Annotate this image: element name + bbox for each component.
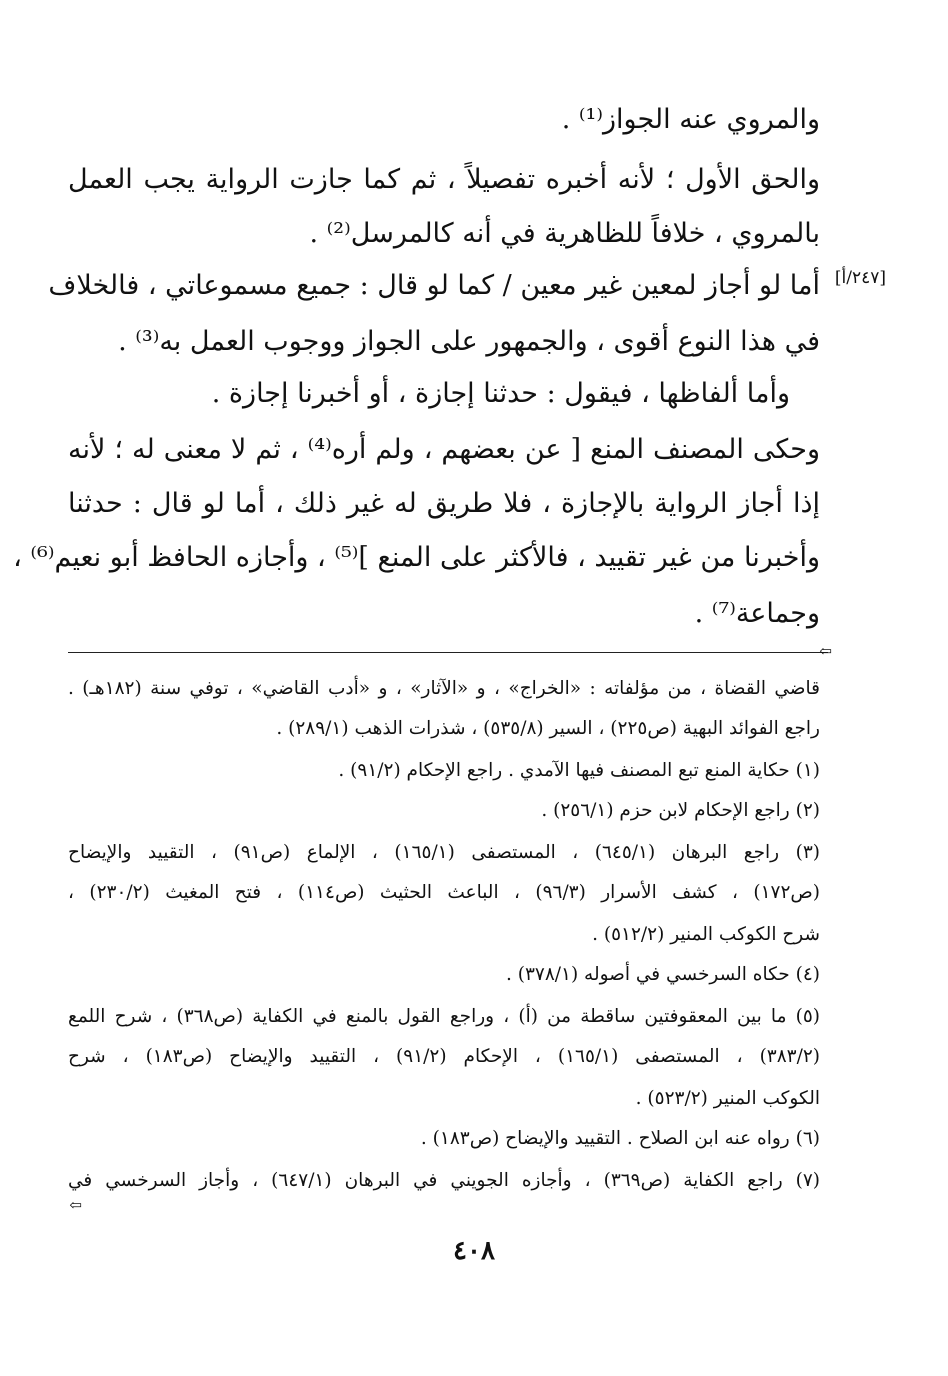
footnote-line: (١) حكاية المنع تبع المصنف فيها الآمدي . راجع الإحكام (٩١/٢) . bbox=[338, 760, 820, 781]
footnote-line: (٥) ما بين المعقوفتين ساقطة من (أ) ، وراجع القول بالمنع في الكفاية (ص٣٦٨) ، شرح اللمع bbox=[68, 1006, 820, 1027]
main-text-line: والحق الأول ؛ لأنه أخبره تفصيلاً ، ثم كما جازت الرواية يجب العمل bbox=[68, 164, 820, 195]
main-text-line: بالمروي ، خلافاً للظاهرية في أنه كالمرسل⁽²⁾ . bbox=[309, 218, 820, 249]
main-text-line: والمروي عنه الجواز⁽¹⁾ . bbox=[561, 104, 820, 135]
footnote-divider bbox=[68, 652, 828, 653]
continuation-arrow-icon: ⇦ bbox=[69, 1196, 82, 1214]
main-text-line: وحكى المصنف المنع [ عن بعضهم ، ولم أره⁽⁴⁾ ، ثم لا معنى له ؛ لأنه bbox=[68, 434, 820, 465]
footnote-line: (٣) راجع البرهان (٦٤٥/١) ، المستصفى (١٦٥/١) ، الإلماع (ص٩١) ، التقييد والإيضاح bbox=[68, 842, 820, 863]
main-text-line: وجماعة⁽⁷⁾ . bbox=[694, 598, 820, 629]
page-number: ٤٠٨ bbox=[453, 1236, 495, 1266]
footnote-line: قاضي القضاة ، من مؤلفاته : «الخراج» ، و «الآثار» ، و «أدب القاضي» ، توفي سنة (١٨٢هـ) . bbox=[68, 678, 820, 699]
main-text-line: إذا أجاز الرواية بالإجازة ، فلا طريق له غير ذلك ، أما لو قال : حدثنا bbox=[68, 488, 820, 519]
footnote-line: (٧) راجع الكفاية (ص٣٦٩) ، وأجازه الجويني في البرهان (٦٤٧/١) ، وأجاز السرخسي في bbox=[68, 1170, 821, 1191]
margin-folio-marker: [٢٤٧/أ] bbox=[834, 268, 886, 288]
footnote-line: شرح الكوكب المنير (٥١٢/٢) . bbox=[592, 924, 820, 945]
footnote-line: (٦) رواه عنه ابن الصلاح . التقييد والإيضاح (ص١٨٣) . bbox=[420, 1128, 820, 1149]
main-text-line: وأما ألفاظها ، فيقول : حدثنا إجازة ، أو أخبرنا إجازة . bbox=[211, 378, 790, 409]
footnote-line: (٢) راجع الإحكام لابن حزم (٢٥٦/١) . bbox=[541, 800, 820, 821]
main-text-line: في هذا النوع أقوى ، والجمهور على الجواز ووجوب العمل به⁽³⁾ . bbox=[118, 326, 820, 357]
footnote-line: (ص١٧٢) ، كشف الأسرار (٩٦/٣) ، الباعث الحثيث (ص١١٤) ، فتح المغيث (٢٣٠/٢) ، bbox=[68, 882, 820, 903]
footnote-line: (٣٨٣/٢) ، المستصفى (١٦٥/١) ، الإحكام (٩١/٢) ، التقييد والإيضاح (ص١٨٣) ، شرح bbox=[68, 1046, 820, 1067]
footnote-line: (٤) حكاه السرخسي في أصوله (٣٧٨/١) . bbox=[505, 964, 820, 985]
continuation-arrow-icon: ⇦ bbox=[819, 642, 832, 660]
footnote-line: راجع الفوائد البهية (ص٢٢٥) ، السير (٥٣٥/٨) ، شذرات الذهب (٢٨٩/١) . bbox=[276, 718, 820, 739]
main-text-line: وأخبرنا من غير تقييد ، فالأكثر على المنع ]⁽⁵⁾ ، وأجازه الحافظ أبو نعيم⁽⁶⁾ ، bbox=[13, 542, 820, 573]
main-text-line: أما لو أجاز لمعين غير معين / كما لو قال : جميع مسموعاتي ، فالخلاف bbox=[48, 270, 820, 301]
footnote-line: الكوكب المنير (٥٢٣/٢) . bbox=[635, 1088, 820, 1109]
